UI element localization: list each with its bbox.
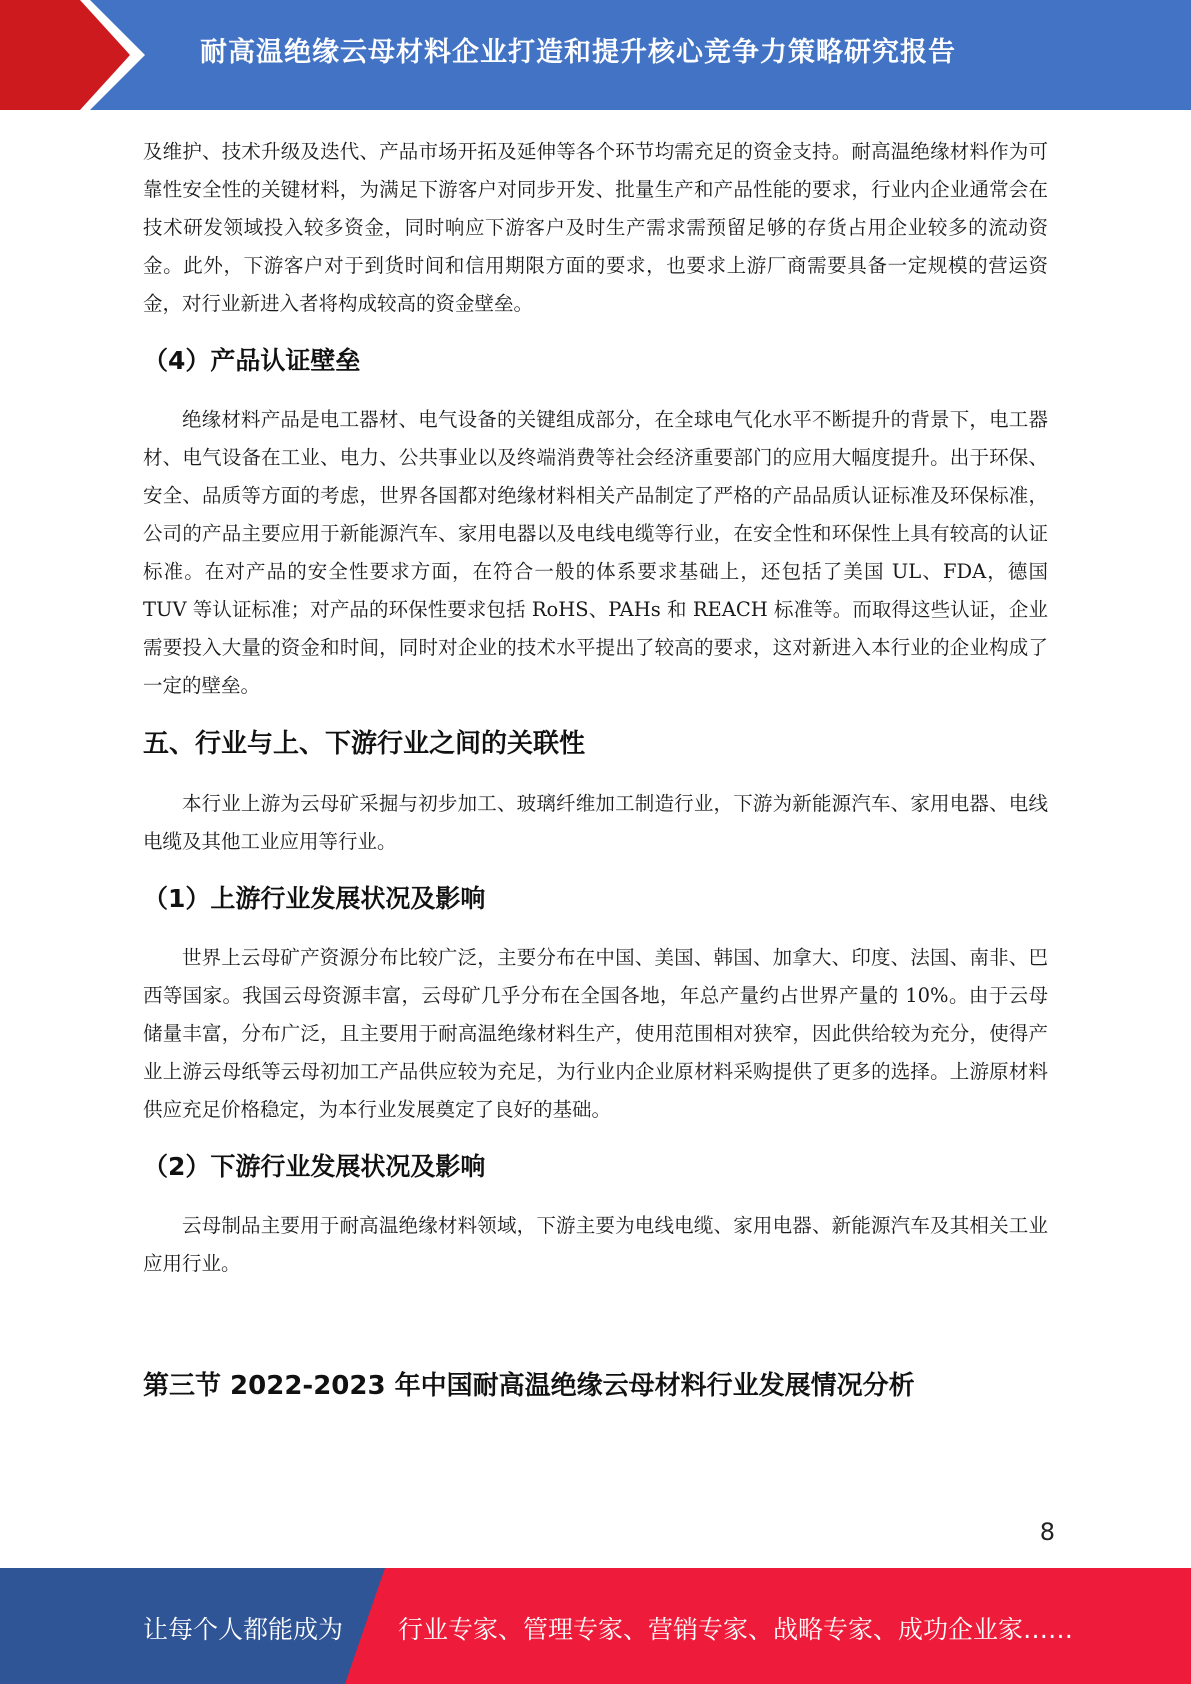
heading-downstream: （2）下游行业发展状况及影响 [143,1152,486,1181]
heading-section-five: 五、行业与上、下游行业之间的关联性 [143,729,586,759]
page-footer [0,1568,1191,1684]
page-number: 8 [1039,1518,1055,1546]
header-arrow-decoration [0,0,160,110]
heading-upstream: （1）上游行业发展状况及影响 [143,884,486,913]
paragraph-downstream: 云母制品主要用于耐高温绝缘材料领域，下游主要为电线电缆、家用电器、新能源汽车及其相关工业应用行业。 [143,1214,1048,1275]
heading-section-three: 第三节 2022-2023 年中国耐高温绝缘云母材料行业发展情况分析 [143,1371,915,1401]
document-body [143,133,1048,1405]
footer-slogan-left: 让每个人都能成为 [143,1615,344,1644]
paragraph-industry-chain: 本行业上游为云母矿采掘与初步加工、玻璃纤维加工制造行业，下游为新能源汽车、家用电器、电线电缆及其他工业应用等行业。 [143,792,1048,853]
paragraph-certification-barrier: 绝缘材料产品是电工器材、电气设备的关键组成部分，在全球电气化水平不断提升的背景下，电工器材、电气设备在工业、电力、公共事业以及终端消费等社会经济重要部门的应用大幅度提升。出于环保、安全、品质等方面的考虑，世界各国都对绝缘材料相关产品制定了严格的产品品质认证标准及环保标准，公司的产品主要应用于新能源汽车、家用电器以及电线电缆等行业，在安全性和环保性上具有较高的认证标准。在对产品的安全性要求方面，在符合一般的体系要求基础上，还包括了美国 UL、FDA，德国 TUV 等认证标准；对产品的环保性要求包括 RoHS、PAHs 和 REACH 标准等。而取得这些认证，企业需要投入大量的资金和时间，同时对企业的技术水平提出了较高的要求，这对新进入本行业的企业构成了一定的壁垒。 [143,408,1048,697]
heading-certification-barrier: （4）产品认证壁垒 [143,346,361,375]
page-header [0,0,1191,110]
report-title: 耐高温绝缘云母材料企业打造和提升核心竞争力策略研究报告 [200,37,956,68]
paragraph-upstream: 世界上云母矿产资源分布比较广泛，主要分布在中国、美国、韩国、加拿大、印度、法国、南非、巴西等国家。我国云母资源丰富，云母矿几乎分布在全国各地，年总产量约占世界产量的 10%。由于云母储量丰富，分布广泛，且主要用于耐高温绝缘材料生产，使用范围相对狭窄，因此供给较为充分，使得产业上游云母纸等云母初加工产品供应较为充足，为行业内企业原材料采购提供了更多的选择。上游原材料供应充足价格稳定，为本行业发展奠定了良好的基础。 [143,946,1048,1121]
paragraph-capital-barrier: 及维护、技术升级及迭代、产品市场开拓及延伸等各个环节均需充足的资金支持。耐高温绝缘材料作为可靠性安全性的关键材料，为满足下游客户对同步开发、批量生产和产品性能的要求，行业内企业通常会在技术研发领域投入较多资金，同时响应下游客户及时生产需求需预留足够的存货占用企业较多的流动资金。此外，下游客户对于到货时间和信用期限方面的要求，也要求上游厂商需要具备一定规模的营运资金，对行业新进入者将构成较高的资金壁垒。 [143,140,1048,315]
footer-slogan-right: 行业专家、管理专家、营销专家、战略专家、成功企业家…… [398,1615,1074,1644]
